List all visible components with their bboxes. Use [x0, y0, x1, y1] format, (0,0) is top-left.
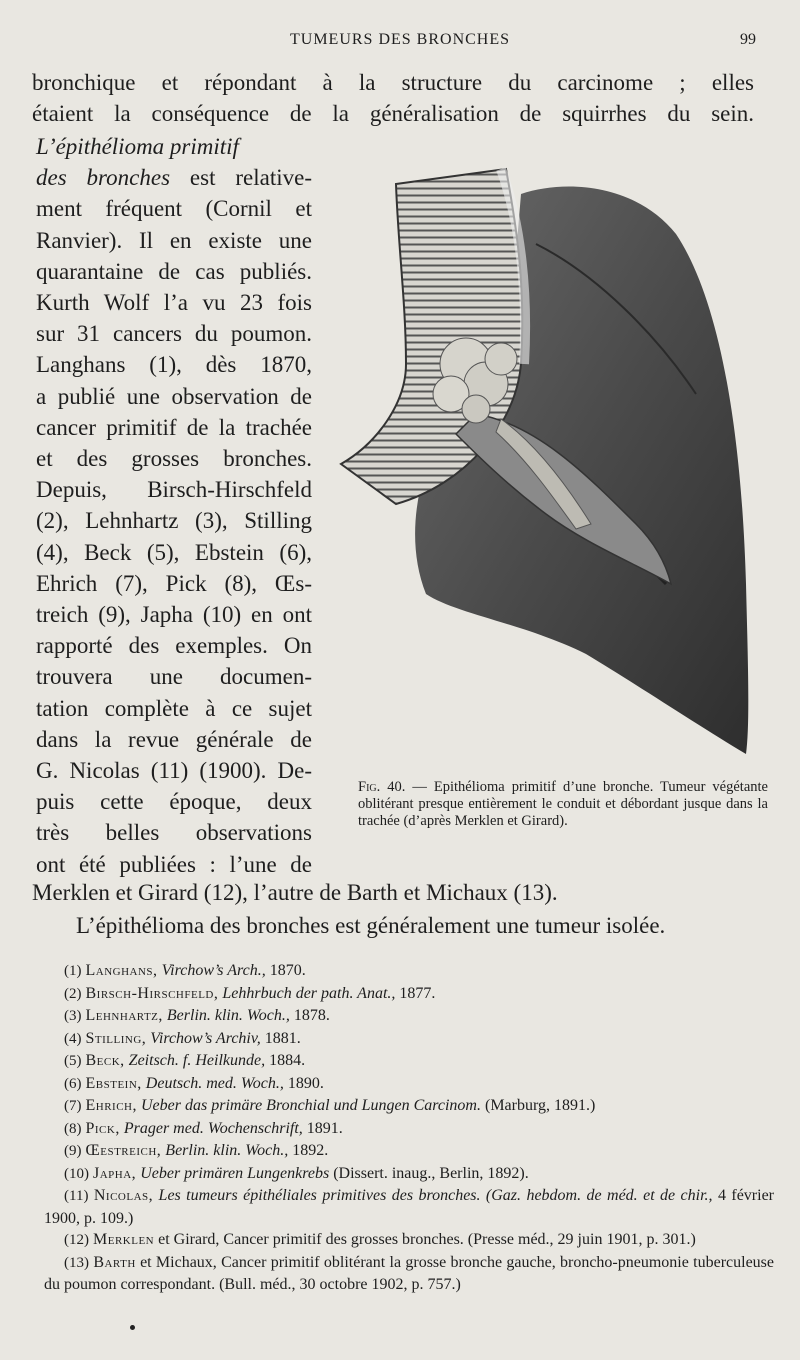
text-line — [36, 413, 312, 443]
footnote-rest: 1877. — [395, 984, 436, 1002]
line-text: G. Nicolas (11) (1900). De- — [36, 758, 312, 783]
footnote — [44, 1163, 774, 1186]
footnote-rest: 1881. — [260, 1029, 301, 1047]
text-line — [36, 725, 312, 755]
footnote-num: (6) — [64, 1075, 82, 1092]
text-line — [36, 850, 312, 880]
print-mark — [130, 1325, 135, 1330]
line-text: dans la revue générale de — [36, 726, 312, 752]
line-text: (2), Lehnhartz (3), Stilling — [36, 508, 312, 534]
line-text: ment fréquent (Cornil et — [36, 196, 312, 222]
footnote-num: (10) — [64, 1165, 89, 1182]
footnote — [44, 1229, 774, 1252]
text-line — [36, 569, 312, 599]
text-line — [36, 288, 312, 318]
footnote-author: Japha, — [93, 1164, 137, 1182]
footnote-rest: et Michaux, Cancer primitif oblitérant la grosse bronche gauche, broncho-pneumonie tuberculeuse du poumon correspondant. (Bull. méd., 30 octobre 1902, p. 757.) — [44, 1253, 775, 1293]
footnote-author: Merklen — [93, 1231, 155, 1248]
italic-phrase: L’épithélioma primitif — [36, 134, 239, 159]
line-text: Ehrich (7), Pick (8), Œs- — [36, 570, 312, 596]
figure-caption-text: — Epithélioma primitif d’une bronche. Tumeur végétante oblitérant presque entièrement le conduit et débordant jusque dans la trachée (d’après Merklen et Girard). — [358, 779, 768, 829]
line-text: puis cette époque, deux — [36, 789, 312, 815]
footnote-title: Virchow’s Arch., — [157, 962, 266, 979]
text-line — [36, 631, 312, 661]
line-text: a publié une observation de — [36, 383, 312, 409]
text-line — [36, 756, 312, 786]
footnote-num: (1) — [64, 963, 82, 979]
line-text: Kurth Wolf l’a vu 23 fois — [36, 290, 312, 315]
text-line — [36, 506, 312, 536]
footnote-author: Stilling, — [85, 1029, 147, 1047]
italic-phrase: des bronches — [36, 165, 171, 191]
footnote-title: Les tumeurs épithéliales primitives des bronches. (Gaz. hebdom. de méd. et de chir., — [153, 1187, 713, 1204]
line-text: rapporté des exemples. On — [36, 633, 312, 659]
text-line — [36, 600, 312, 630]
text-line — [36, 475, 312, 505]
footnote-author: Barth — [93, 1253, 136, 1271]
text-line — [36, 350, 312, 380]
line-text: quarantaine de cas publiés. — [36, 258, 312, 284]
text-line: L’épithélioma des bronches est généralement une tumeur isolée. — [76, 913, 666, 938]
footnote-title: Prager med. Wochenschrift, — [119, 1119, 303, 1137]
footnote-num: (5) — [64, 1053, 82, 1069]
footnote-rest: (Dissert. inaug., Berlin, 1892). — [329, 1164, 529, 1182]
footnote-title: Deutsch. med. Woch., — [141, 1074, 284, 1092]
line-text: cancer primitif de la trachée — [36, 414, 312, 440]
footnote — [44, 1252, 774, 1296]
footnote-author: Birsch-Hirschfeld, — [85, 984, 219, 1002]
text-line — [36, 319, 312, 349]
line-text: et des grosses bronches. — [36, 446, 312, 471]
footnote-author: Langhans, — [85, 962, 158, 979]
footnote-title: Berlin. klin. Woch., — [162, 1007, 290, 1024]
footnote — [44, 1028, 774, 1051]
footnote — [44, 1050, 774, 1073]
footnote — [44, 1185, 774, 1229]
figure-label: Fig. 40. — [358, 779, 406, 795]
footnote-rest: (Marburg, 1891.) — [480, 1097, 596, 1114]
text-line: bronchique et répondant à la structure du carcinome ; elles — [32, 70, 754, 95]
footnote — [44, 1118, 774, 1141]
footnote-num: (8) — [64, 1120, 82, 1137]
footnote-rest: et Girard, Cancer primitif des grosses bronches. (Presse méd., 29 juin 1901, p. 301.) — [154, 1231, 696, 1248]
line-text: treich (9), Japha (10) en ont — [36, 602, 312, 627]
text-line: étaient la conséquence de la généralisation de squirrhes du sein. — [32, 101, 754, 126]
footnote-num: (12) — [64, 1232, 89, 1248]
text-line — [36, 694, 312, 724]
figure-caption — [358, 779, 768, 830]
footnote-num: (7) — [64, 1098, 82, 1114]
line-text: très belles observations — [36, 820, 312, 846]
footnote-num: (3) — [64, 1008, 82, 1024]
footnote-num: (4) — [64, 1030, 82, 1047]
footnote-author: Ehrich, — [85, 1097, 137, 1114]
footnote-rest: 1878. — [289, 1007, 330, 1024]
text-line — [36, 382, 312, 412]
line-text: sur 31 cancers du poumon. — [36, 321, 312, 347]
text-line — [36, 257, 312, 287]
text-line — [36, 538, 312, 568]
footnote — [44, 960, 774, 983]
line-text: tation complète à ce sujet — [36, 695, 312, 721]
footnote — [44, 1140, 774, 1163]
text-line — [36, 787, 312, 817]
footnote-num: (11) — [64, 1188, 89, 1204]
footnotes — [44, 960, 774, 1296]
text-line: Merklen et Girard (12), l’autre de Barth et Michaux (13). — [32, 880, 558, 905]
line-text: (4), Beck (5), Ebstein (6), — [36, 539, 312, 565]
footnote-title: Zeitsch. f. Heilkunde, — [124, 1052, 266, 1069]
footnote-author: Pick, — [85, 1119, 120, 1137]
line-text: Ranvier). Il en existe une — [36, 227, 312, 253]
line-text: ont été publiées : l’une de — [36, 851, 312, 877]
footnote-title: Ueber primären Lungenkrebs — [136, 1164, 330, 1182]
footnote-title: Lehhrbuch der path. Anat., — [218, 984, 396, 1002]
footnote-rest: 1892. — [288, 1142, 329, 1159]
footnote-title: Berlin. klin. Woch., — [161, 1142, 289, 1159]
running-header: TUMEURS DES BRONCHES — [289, 31, 511, 48]
lung-bronchus-illustration — [336, 164, 756, 764]
page-number: 99 — [740, 31, 756, 48]
line-text: Langhans (1), dès 1870, — [36, 352, 312, 378]
footnote-author: Lehnhartz, — [85, 1007, 163, 1024]
footnote-author: Nicolas, — [93, 1187, 154, 1204]
footnote-num: (13) — [64, 1254, 89, 1271]
text-line — [36, 226, 312, 256]
line-text: est relative- — [170, 165, 312, 191]
line-text: trouvera une documen- — [36, 664, 312, 690]
footnote — [44, 1095, 774, 1118]
footnote-title: Virchow’s Archiv, — [146, 1029, 261, 1047]
footnote-num: (9) — [64, 1143, 82, 1159]
text-line — [36, 132, 312, 162]
text-line — [36, 163, 312, 193]
footnote-author: Beck, — [85, 1052, 125, 1069]
footnote-rest: 1884. — [265, 1052, 306, 1069]
text-line — [36, 444, 312, 474]
footnote-author: Ebstein, — [85, 1074, 142, 1092]
footnote-rest: 1870. — [265, 962, 306, 979]
footnote — [44, 1073, 774, 1096]
footnote — [44, 1005, 774, 1028]
footnote-num: (2) — [64, 985, 82, 1002]
text-line — [36, 194, 312, 224]
footnote-title: Ueber das primäre Bronchial und Lungen Carcinom. — [137, 1097, 481, 1114]
footnote-author: Œestreich, — [85, 1142, 162, 1159]
footnote-rest: 1890. — [283, 1074, 324, 1092]
text-line — [36, 662, 312, 692]
footnote-rest: 1891. — [302, 1119, 343, 1137]
text-line — [36, 818, 312, 848]
footnote-rest: 4 février 1900, p. 109.) — [44, 1187, 775, 1227]
footnote — [44, 983, 774, 1006]
line-text: Depuis, Birsch-Hirschfeld — [36, 477, 312, 503]
